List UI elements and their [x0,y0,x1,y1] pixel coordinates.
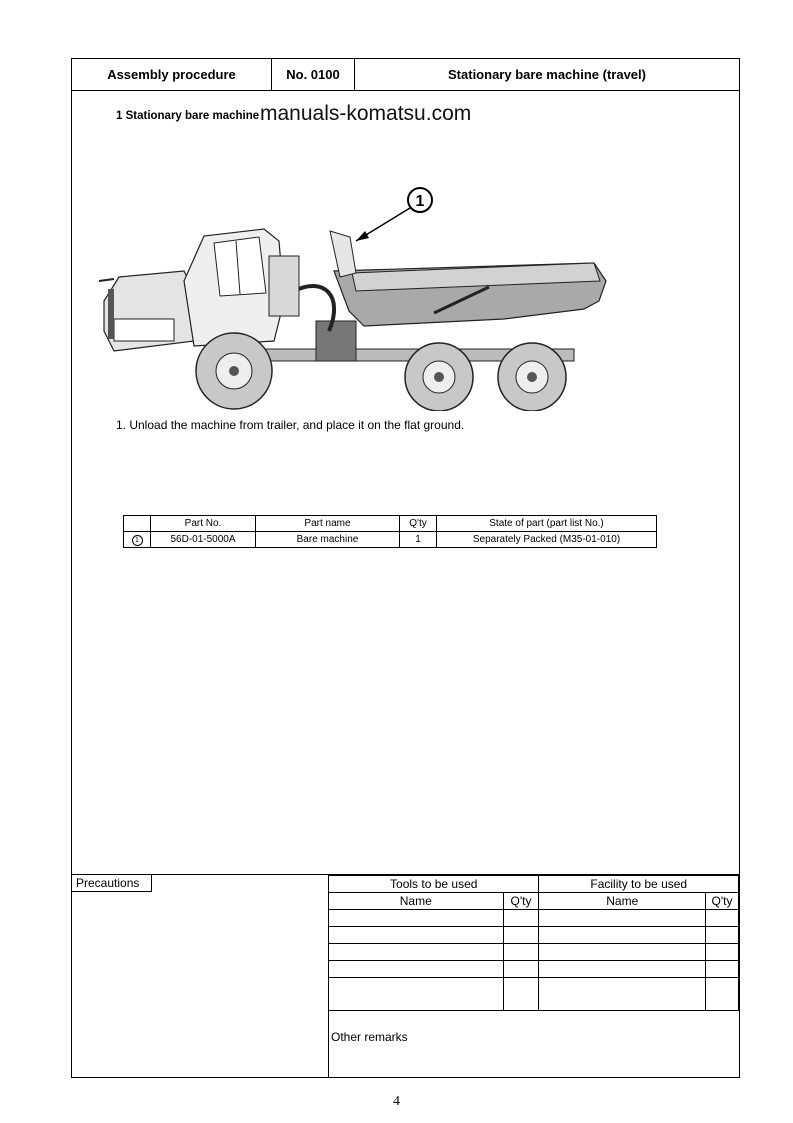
instruction-text: 1. Unload the machine from trailer, and place it on the flat ground. [116,418,465,432]
facility-label: Facility to be used [539,876,739,893]
dump-truck-illustration [94,181,614,411]
svg-text:1: 1 [415,193,425,210]
col-part-name: Part name [256,516,400,532]
wheel-rear [498,343,566,411]
table-row [329,910,739,927]
document-frame [71,58,740,1078]
col-marker [124,516,151,532]
tools-qty-header: Q'ty [503,893,539,910]
header-bar [72,59,739,91]
procedure-number: No. 0100 [272,59,355,90]
watermark: manuals-komatsu.com [260,102,472,125]
cell-part-name: Bare machine [256,532,400,548]
facility-qty-header: Q'ty [706,893,739,910]
col-qty: Q'ty [400,516,437,532]
wheel-front [196,333,272,409]
wheel-middle [405,343,473,411]
tools-label: Tools to be used [329,876,539,893]
tools-name-header: Name [329,893,504,910]
tractor-unit [99,229,299,351]
precautions-label: Precautions [72,875,152,892]
dump-body [330,231,606,326]
bottom-section [72,874,739,1077]
cell-qty: 1 [400,532,437,548]
cell-state: Separately Packed (M35-01-010) [437,532,657,548]
table-row [124,532,657,548]
table-row [329,961,739,978]
tools-facility-table [328,875,739,1011]
procedure-title: Stationary bare machine (travel) [448,67,646,82]
facility-name-header: Name [539,893,706,910]
col-state: State of part (part list No.) [437,516,657,532]
section-label: Assembly procedure [72,59,272,90]
row-marker: 1 [132,535,143,546]
col-part-no: Part No. [151,516,256,532]
page-number: 4 [393,1094,400,1109]
step-title: 1 Stationary bare machine [116,110,260,122]
table-row [329,927,739,944]
parts-table-header [124,516,657,532]
callout-marker [356,188,432,241]
table-row [329,978,739,1011]
parts-table [123,515,657,548]
cell-part-no: 56D-01-5000A [151,532,256,548]
table-row [329,944,739,961]
other-remarks-label: Other remarks [331,1030,408,1044]
